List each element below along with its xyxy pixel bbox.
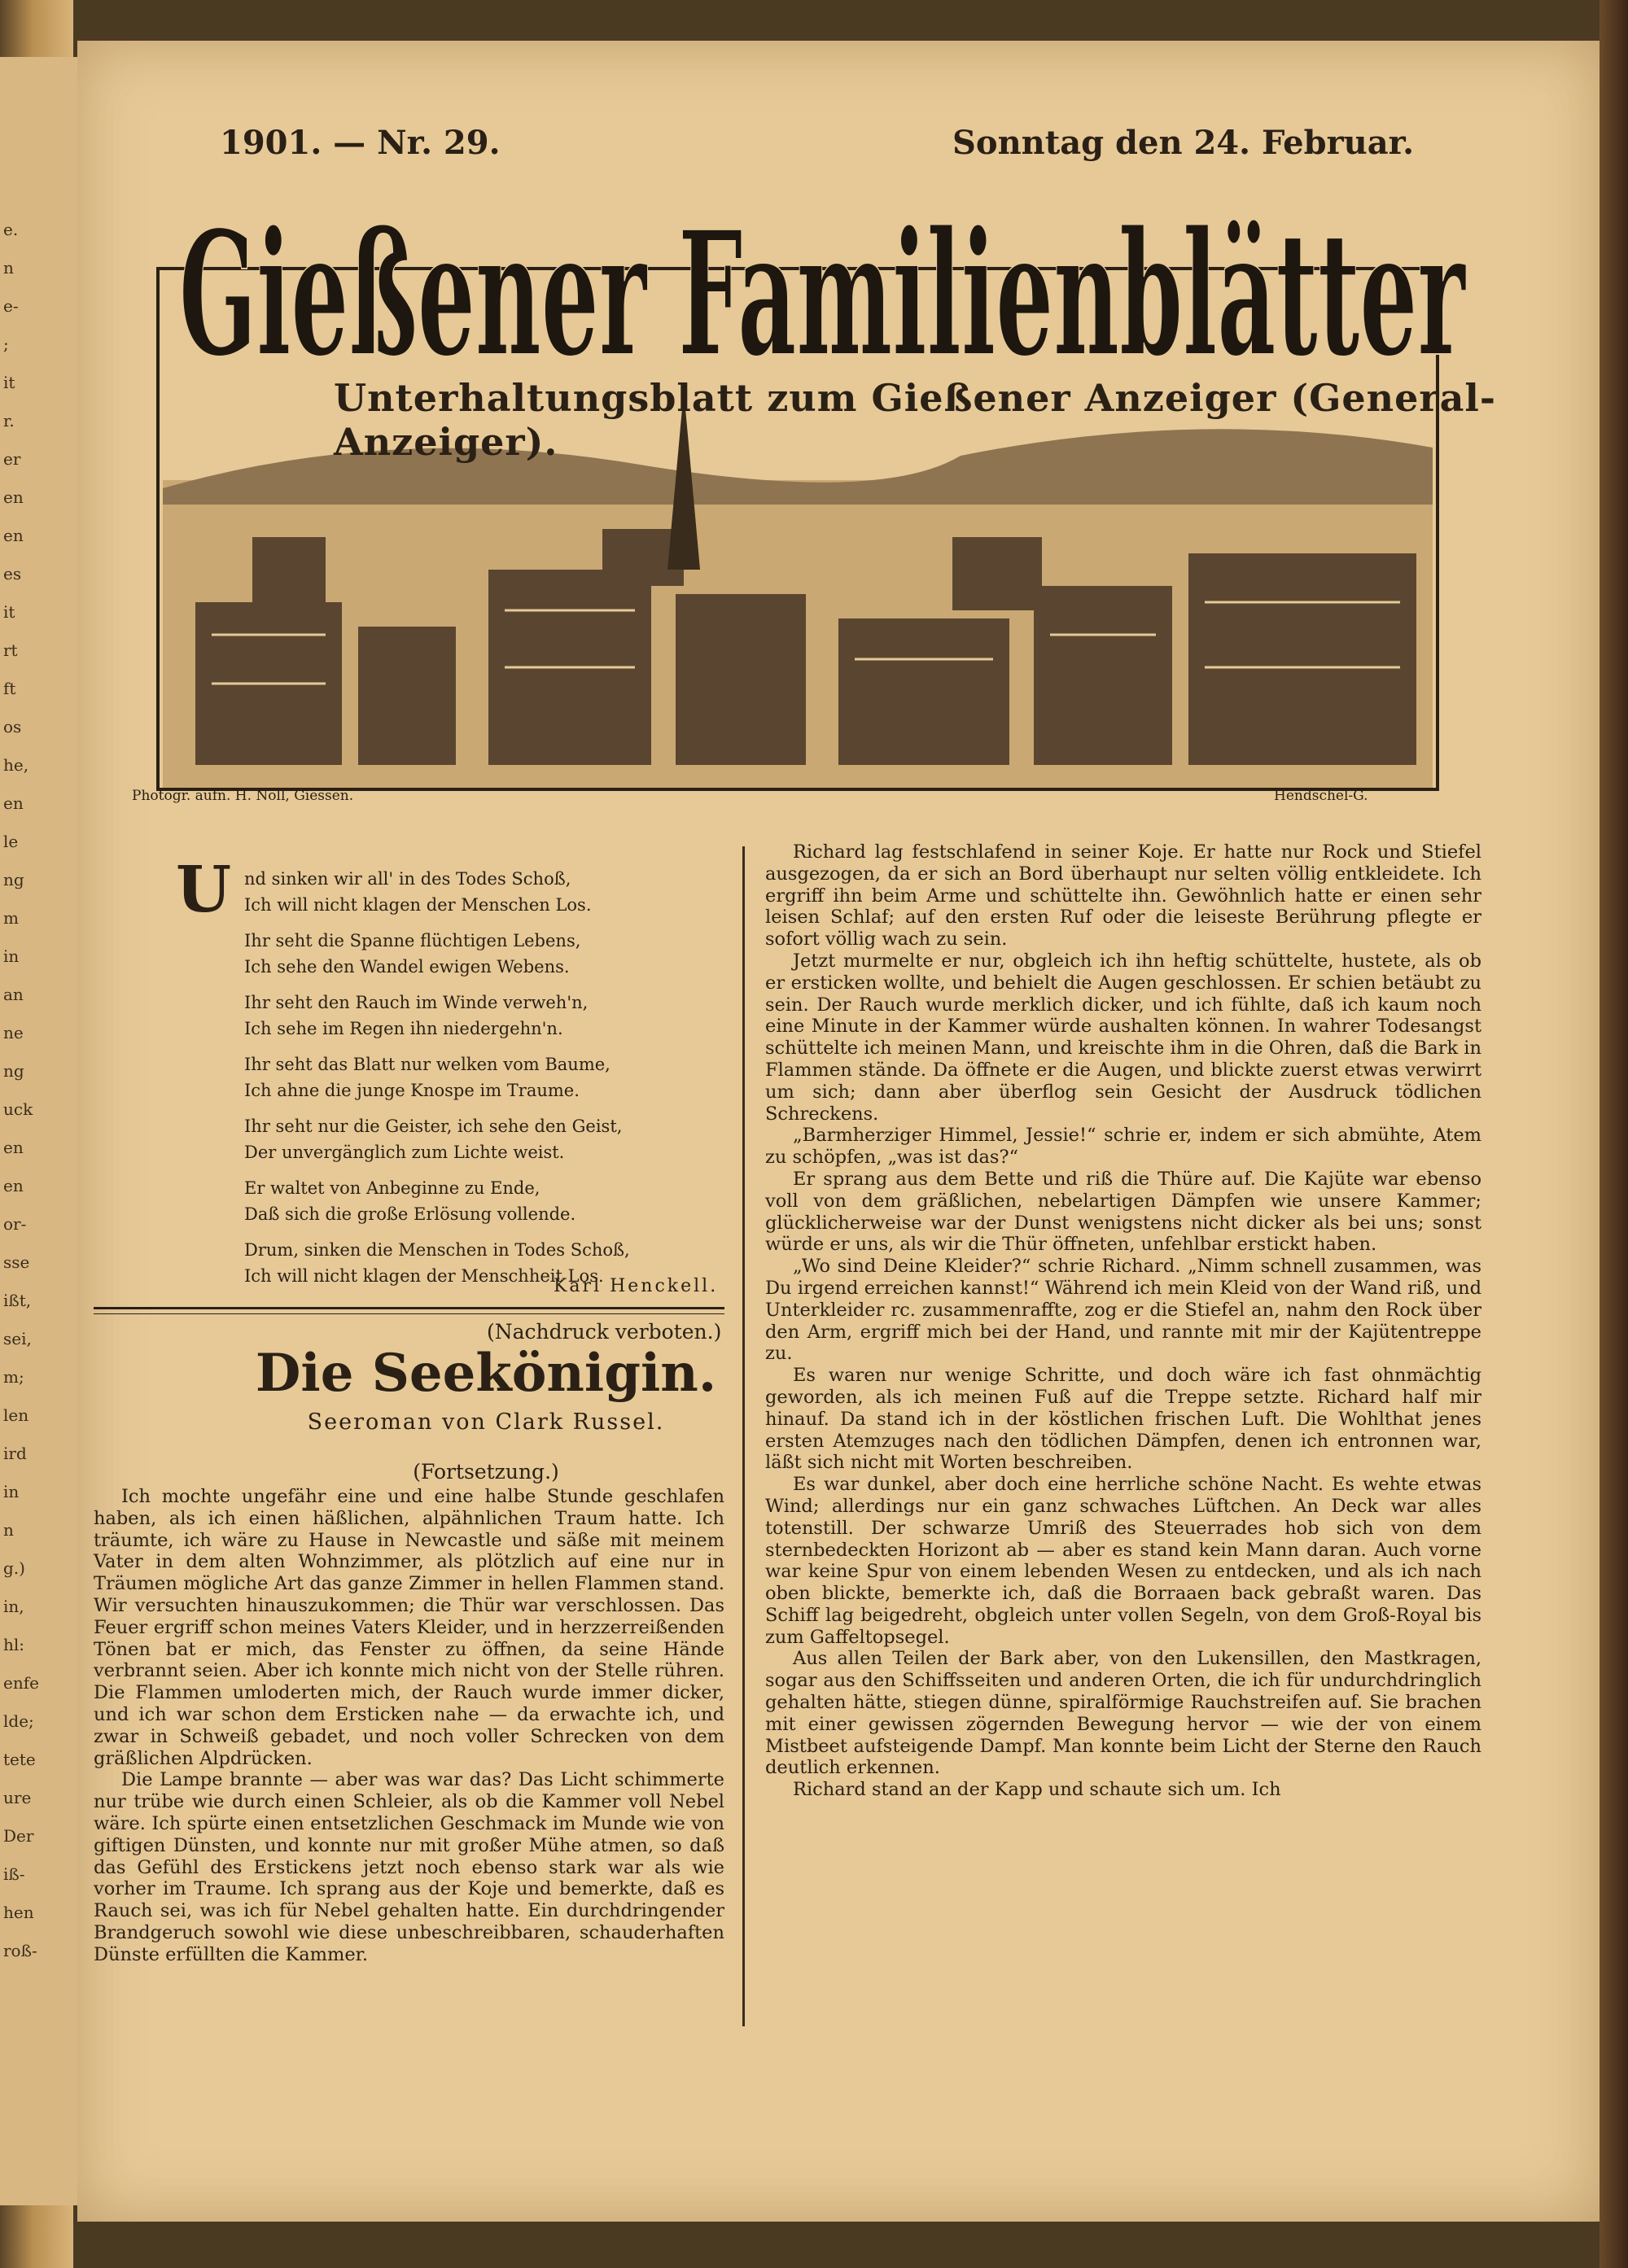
poem-line: Ich ahne die junge Knospe im Traume.: [244, 1081, 580, 1100]
paragraph: Es war dunkel, aber doch eine herrliche schöne Nacht. Es wehte etwas Wind; allerdings nur ein ganz schwaches Lüftchen. An Deck war alles totenstill. Der schwarze Umriß des Steuerrades hob sich von dem sternbedeckten Horizont ab — aber es stand kein Mann daran. Auch vorne war keine Spur von einem lebenden Wesen zu entdecken, und als ich nach oben blickte, bemerkte ich, daß die Borraaen back gebraßt waren. Das Schiff lag beigedreht, obgleich unter vollen Segeln, von dem Groß-Royal bis zum Gaffeltopsegel.: [765, 1474, 1481, 1648]
right-column-text: [765, 841, 1481, 1801]
margin-fragment: r.: [3, 411, 15, 430]
issue-date: Sonntag den 24. Februar.: [952, 124, 1414, 162]
margin-fragment: hen: [3, 1903, 34, 1922]
poem-line: Daß sich die große Erlösung vollende.: [244, 1204, 576, 1224]
poem-line: Ich will nicht klagen der Menschen Los.: [244, 895, 592, 915]
paragraph: Die Lampe brannte — aber was war das? Das Licht schimmerte nur trübe wie durch einen Schleier, als ob die Kammer voll Nebel wäre. Ich spürte einen entsetzlichen Geschmack im Munde wie von giftigen Dünsten, und konnte nur mit großer Mühe atmen, so daß das Gefühl des Erstickens jetzt noch ebenso stark war als wie vorher im Traume. Ich sprang aus der Koje und bemerkte, daß es Rauch sei, was ich für Nebel gehalten hatte. Ein durchdringender Brandgeruch sowohl wie diese unbeschreibbaren, schauderhaften Dünste erfüllten die Kammer.: [94, 1769, 724, 1965]
margin-fragment: Der: [3, 1826, 34, 1846]
masthead-subtitle: Unterhaltungsblatt zum Gießener Anzeiger (General-Anzeiger).: [334, 376, 1496, 464]
margin-fragment: ure: [3, 1788, 32, 1807]
book-spine-edge: [1600, 0, 1628, 2268]
poem-line: Der unvergänglich zum Lichte weist.: [244, 1143, 565, 1162]
poem-line: Ihr seht die Spanne flüchtigen Lebens,: [244, 931, 581, 950]
paragraph: Jetzt murmelte er nur, obgleich ich ihn heftig schüttelte, hustete, als ob er ersticken wollte, und behielt die Augen geschlossen. Er schien betäubt zu sein. Der Rauch wurde merklich dicker, und ich fühlte, daß ich kaum noch eine Minute in der Kammer würde aushalten können. In wahrer Todesangst schüttelte ich meinen Mann, und kreischte ihm in die Ohren, daß die Bark in Flammen stände. Da öffnete er die Augen, und blickte zuerst etwas verwirrt um sich; dann aber überflog sein Gesicht der Ausdruck tödlichen Schreckens.: [765, 950, 1481, 1125]
margin-fragment: ißt,: [3, 1291, 32, 1310]
margin-fragment: m;: [3, 1367, 24, 1387]
margin-fragment: or-: [3, 1214, 27, 1234]
margin-fragment: en: [3, 793, 24, 813]
poem-line: Ihr seht den Rauch im Winde verweh'n,: [244, 993, 589, 1012]
continuation-note: (Fortsetzung.): [413, 1460, 559, 1484]
poem-line: Ich sehe im Regen ihn niedergehn'n.: [244, 1019, 563, 1038]
margin-fragment: in: [3, 1482, 20, 1501]
engraver-signature: Hendschel-G.: [1274, 788, 1368, 804]
paragraph: Richard lag festschlafend in seiner Koje. Er hatte nur Rock und Stiefel ausgezogen, da er sich an Bord überhaupt nur selten völlig entkleidete. Ich ergriff ihn beim Arme und schüttelte ihn. Gewöhnlich hatte er einen sehr leisen Schlaf; auf den ersten Ruf oder die leiseste Berührung pflegte er sofort völlig wach zu sein.: [765, 841, 1481, 950]
margin-fragment: e.: [3, 220, 19, 239]
reprint-notice: (Nachdruck verboten.): [487, 1320, 722, 1344]
margin-fragment: er: [3, 449, 21, 469]
margin-fragment: sei,: [3, 1329, 32, 1348]
adjacent-page-margin: [0, 57, 77, 2205]
paragraph: Richard stand an der Kapp und schaute sich um. Ich: [793, 1779, 1281, 1801]
left-column-text: [94, 1486, 724, 1966]
margin-fragment: en: [3, 526, 24, 545]
margin-fragment: tete: [3, 1750, 36, 1769]
poem-line: Er waltet von Anbeginne zu Ende,: [244, 1178, 540, 1198]
column-rule: [742, 846, 745, 2026]
margin-fragment: ng: [3, 870, 24, 889]
newspaper-page: [77, 41, 1600, 2222]
margin-fragment: lde;: [3, 1711, 34, 1731]
poem-line: Ich will nicht klagen der Menschheit Los.: [244, 1266, 604, 1286]
paragraph: „Barmherziger Himmel, Jessie!“ schrie er, indem er sich abmühte, Atem zu schöpfen, „was ist das?“: [765, 1125, 1481, 1169]
margin-fragment: le: [3, 832, 19, 851]
poem-line: Ihr seht das Blatt nur welken vom Baume,: [244, 1055, 610, 1074]
novel-title: Die Seekönigin.: [255, 1343, 717, 1404]
margin-fragment: hl:: [3, 1635, 25, 1654]
margin-fragment: in: [3, 946, 20, 966]
paragraph: Ich mochte ungefähr eine und eine halbe Stunde geschlafen haben, als ich einen häßlichen, alpähnlichen Traum hatte. Ich träumte, ich wäre zu Hause in Newcastle und säße mit meinem Vater in dem alten Wohnzimmer, als plötzlich auf eine nur in Träumen mögliche Art das ganze Zimmer in hellen Flammen stand. Wir versuchten hinauszukommen; die Thür war verschlossen. Das Feuer ergriff schon meines Vaters Kleider, und in herzzerreißenden Tönen bat er mich, das Fenster zu öffnen, da seine Hände verbrannt seien. Aber ich konnte mich nicht von der Stelle rühren. Die Flammen umloderten mich, der Rauch wurde immer dicker, und ich war schon dem Ersticken nahe — da erwachte ich, und zwar in Schweiß gebadet, und noch voller Schrecken von dem gräßlichen Alpdrücken.: [94, 1486, 724, 1769]
margin-fragment: in,: [3, 1597, 24, 1616]
section-rule-thin: [94, 1313, 724, 1314]
margin-fragment: uck: [3, 1099, 33, 1119]
paragraph: Er sprang aus dem Bette und riß die Thüre auf. Die Kajüte war ebenso voll von dem gräßlichen, nebelartigen Dämpfen wie unsere Kammer; glücklicherweise war der Dunst wenigstens nicht dicker als bei uns; sonst würde er uns, als wir die Thür öffneten, unfehlbar erstickt haben.: [765, 1168, 1481, 1256]
paragraph: Aus allen Teilen der Bark aber, von den Lukensillen, den Mastkragen, sogar aus den Schiffsseiten und anderen Orten, die ich für undurchdringlich gehalten hätte, stiegen dünne, spiralförmige Rauchstreifen auf. Sie brachen mit einer gewissen zögernden Bewegung hervor — wie der von einem Mistbeet aufsteigende Dampf. Man konnte beim Licht der Sterne den Rauch deutlich erkennen.: [765, 1648, 1481, 1779]
margin-fragment: en: [3, 487, 24, 507]
margin-fragment: ;: [3, 334, 9, 354]
novel-subtitle: Seeroman von Clark Russel.: [307, 1409, 665, 1435]
dropcap: [173, 846, 232, 952]
margin-fragment: n: [3, 258, 14, 277]
margin-fragment: os: [3, 717, 22, 736]
margin-fragment: en: [3, 1138, 24, 1157]
margin-fragment: ft: [3, 679, 16, 698]
paragraph: Es waren nur wenige Schritte, und doch wäre ich fast ohnmächtig geworden, als ich meinen Fuß auf die Treppe setzte. Richard half mir hinauf. Da stand ich in der köstlichen frischen Luft. Die Wohlthat jenes ersten Atemzuges nach den tödlichen Dämpfen, denen ich entronnen war, läßt sich nicht mit Worten beschreiben.: [765, 1365, 1481, 1474]
margin-fragment: iß-: [3, 1864, 25, 1884]
margin-fragment: it: [3, 602, 15, 622]
margin-fragment: an: [3, 985, 24, 1004]
margin-fragment: roß-: [3, 1941, 37, 1960]
poem-author: Karl Henckell.: [554, 1276, 719, 1296]
margin-fragment: es: [3, 564, 22, 583]
poem-line: nd sinken wir all' in des Todes Schoß,: [244, 869, 571, 889]
margin-fragment: rt: [3, 640, 18, 660]
margin-fragment: en: [3, 1176, 24, 1195]
margin-fragment: sse: [3, 1252, 30, 1272]
margin-fragment: ne: [3, 1023, 24, 1042]
issue-number: 1901. — Nr. 29.: [220, 124, 501, 162]
margin-fragment: ird: [3, 1444, 27, 1463]
paragraph: „Wo sind Deine Kleider?“ schrie Richard. „Nimm schnell zusammen, was Du irgend erreichen kannst!“ Während ich mein Kleid von der Wand riß, und Unterkleider rc. zusammenraffte, zog er die Stiefel an, nahm den Rock über den Arm, ergriff mich bei der Hand, und rannte mit mir der Kajütentreppe zu.: [765, 1256, 1481, 1365]
margin-fragment: g.): [3, 1558, 25, 1578]
poem-line: Ihr seht nur die Geister, ich sehe den Geist,: [244, 1117, 623, 1136]
margin-fragment: enfe: [3, 1673, 39, 1693]
poem-line: Drum, sinken die Menschen in Todes Schoß,: [244, 1240, 630, 1260]
svg-text:U: U: [176, 853, 232, 927]
margin-fragment: len: [3, 1405, 29, 1425]
margin-fragment: m: [3, 908, 19, 928]
poem-line: Ich sehe den Wandel ewigen Webens.: [244, 957, 570, 977]
margin-fragment: it: [3, 373, 15, 392]
margin-fragment: he,: [3, 755, 29, 775]
section-rule: [94, 1307, 724, 1309]
margin-fragment: e-: [3, 296, 19, 316]
margin-fragment: n: [3, 1520, 14, 1540]
photo-credit: Photogr. aufn. H. Noll, Giessen.: [132, 788, 354, 804]
margin-fragment: ng: [3, 1061, 24, 1081]
masthead-title-text: Gießener Familienblätter: [179, 194, 1467, 395]
